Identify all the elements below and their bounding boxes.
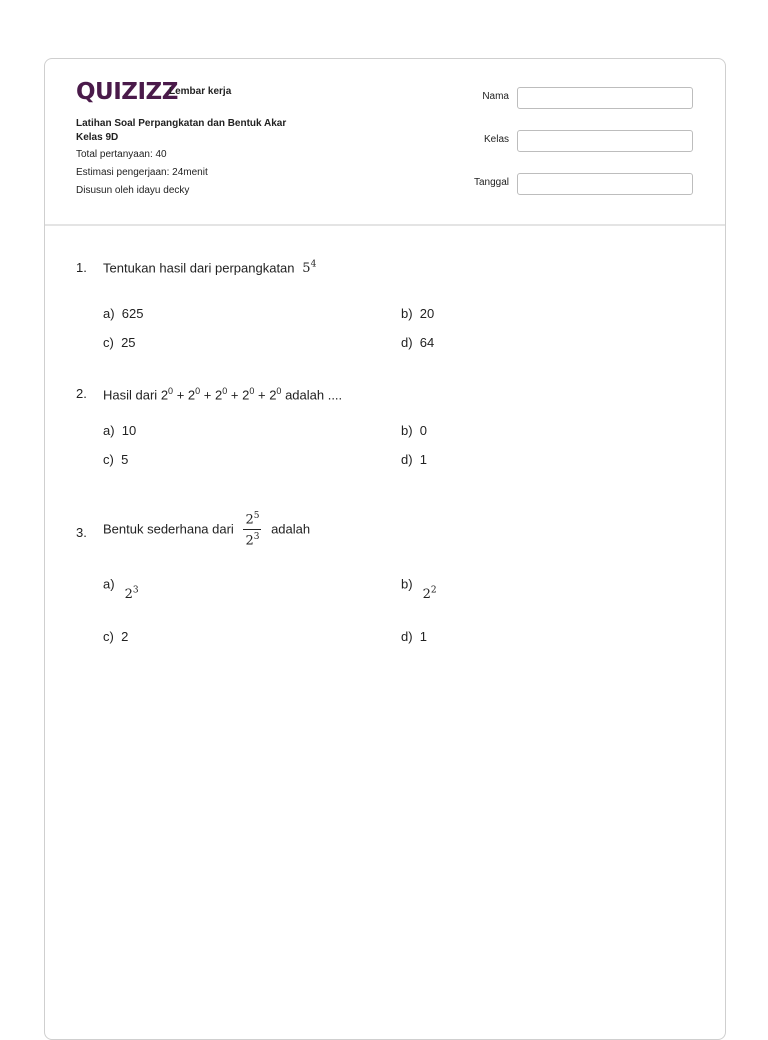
class-line: Kelas 9D [76,132,119,143]
power-expression: $5^4$ [302,260,317,277]
option-b[interactable]: b) 0 [401,423,428,438]
option-d[interactable]: d) 1 [401,452,428,467]
question-text: Tentukan hasil dari perpangkatan $5^4$ [103,260,317,277]
question-number: 2. [76,386,87,401]
time-estimate: Estimasi pengerjaan: 24menit [76,167,208,178]
option-d[interactable]: d) 1 [401,629,428,644]
option-a[interactable]: $a)2^3$ [103,576,139,603]
worksheet-subtitle: Lembar kerja [169,86,232,97]
quizizz-logo: QUIZIZZ [76,79,178,105]
class-field [445,130,693,152]
question-text: Bentuk sederhana dari $\frac{2^5}{2^3}$ adalah [103,511,311,549]
author: Disusun oleh idayu decky [76,185,190,196]
option-d[interactable]: d) 64 [401,335,435,350]
name-field [445,87,693,109]
option-a[interactable]: a) 10 [103,423,137,438]
worksheet-header [45,59,725,226]
question-number: 3. [76,525,87,540]
option-b[interactable]: b) 20 [401,306,435,321]
name-label: Nama [482,91,509,102]
date-field [445,173,693,195]
name-input[interactable] [517,87,693,109]
option-b[interactable]: $b)2^2$ [401,576,437,603]
fraction-expression: $\frac{2^5}{2^3}$ [245,511,260,549]
worksheet-meta [76,117,286,200]
total-questions: Total pertanyaan: 40 [76,149,167,160]
class-input[interactable] [517,130,693,152]
date-label: Tanggal [473,177,509,188]
question-text: Hasil dari $2^0 + 2^0 + 2^0 + 2^0 + 2^0$ adalah .... [103,386,343,403]
option-c[interactable]: c) 25 [103,335,136,350]
option-c[interactable]: c) 5 [103,452,129,467]
option-c[interactable]: c) 2 [103,629,129,644]
worksheet-title: Latihan Soal Perpangkatan dan Bentuk Akar [76,118,287,129]
worksheet [44,58,726,1040]
question-number: 1. [76,260,87,275]
date-input[interactable] [517,173,693,195]
class-label: Kelas [483,134,509,145]
option-a[interactable]: a) 625 [103,306,144,321]
